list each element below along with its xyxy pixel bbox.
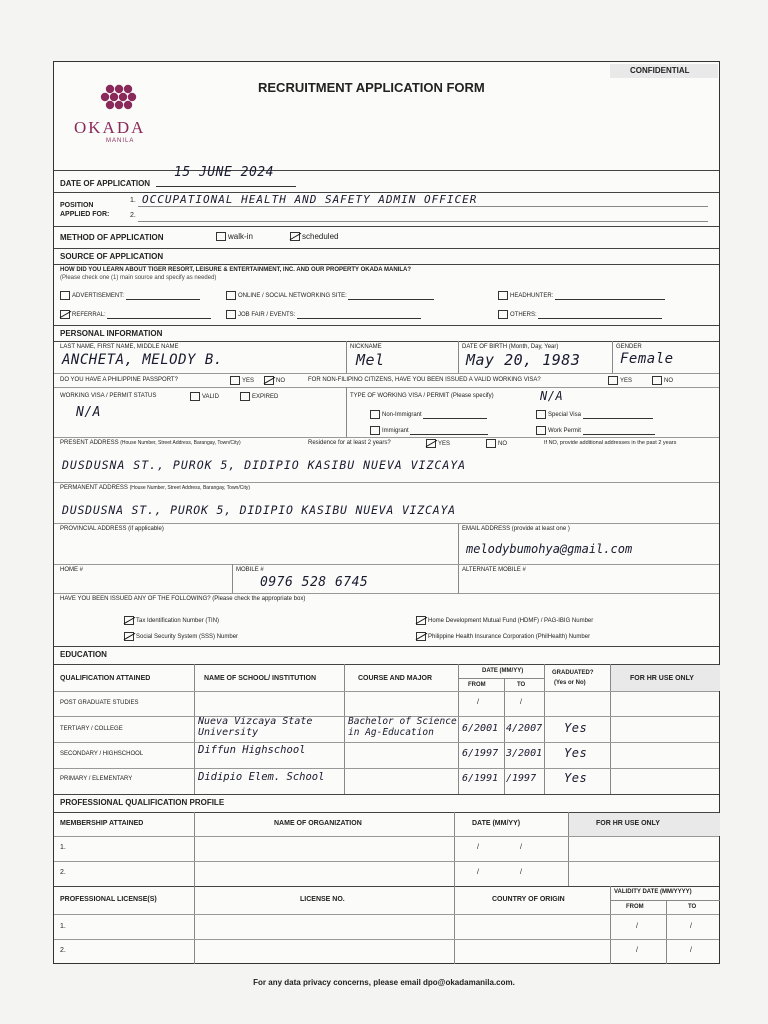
edu-row-college-grad[interactable]: Yes bbox=[564, 721, 588, 735]
membership-row-1-to[interactable]: / bbox=[520, 844, 522, 851]
edu-col-course: COURSE AND MAJOR bbox=[358, 675, 433, 682]
edu-row-postgrad-from[interactable]: / bbox=[477, 699, 479, 706]
okada-flower-logo bbox=[98, 84, 138, 118]
residence-yes[interactable]: YES bbox=[426, 439, 450, 448]
edu-row-secondary-to[interactable]: 3/2001 bbox=[506, 748, 543, 759]
edu-col-date: DATE (MM/YY) bbox=[482, 668, 524, 674]
issued-question: HAVE YOU BEEN ISSUED ANY OF THE FOLLOWING? (Please check the appropriate box) bbox=[60, 596, 306, 602]
visa-work-permit[interactable]: Work Permit bbox=[536, 426, 655, 435]
edu-row-college-to[interactable]: 4/2007 bbox=[506, 723, 543, 734]
source-headhunter[interactable]: HEADHUNTER: bbox=[498, 291, 665, 300]
visa-non-immigrant[interactable]: Non-Immigrant bbox=[370, 410, 487, 419]
prof-col-from: FROM bbox=[626, 904, 644, 910]
position-value-1[interactable]: OCCUPATIONAL HEALTH AND SAFETY ADMIN OFFICER bbox=[142, 193, 478, 206]
position-n2: 2. bbox=[130, 212, 136, 219]
present-address-label: PRESENT ADDRESS (House Number, Street Address, Barangay, Town/City) bbox=[60, 440, 241, 446]
edu-col-hr: FOR HR USE ONLY bbox=[630, 675, 694, 682]
source-note: (Please check one (1) main source and specify as needed) bbox=[60, 275, 217, 281]
edu-row-postgrad-level: POST GRADUATE STUDIES bbox=[60, 700, 139, 706]
source-question: HOW DID YOU LEARN ABOUT TIGER RESORT, LEISURE & ENTERTAINMENT, INC. AND OUR PROPERTY OKADA MANILA? bbox=[60, 267, 412, 273]
visa-expired[interactable]: EXPIRED bbox=[240, 392, 278, 401]
scheduled-option[interactable]: scheduled bbox=[290, 232, 338, 241]
position-label: POSITION APPLIED FOR: bbox=[60, 202, 110, 218]
edu-row-secondary-level: SECONDARY / HIGHSCHOOL bbox=[60, 751, 144, 757]
edu-row-secondary-from[interactable]: 6/1997 bbox=[462, 748, 499, 759]
passport-no[interactable]: NO bbox=[264, 376, 285, 385]
edu-row-primary-level: PRIMARY / ELEMENTARY bbox=[60, 776, 133, 782]
visa-type-label: TYPE OF WORKING VISA / PERMIT (Please specify) bbox=[350, 393, 494, 399]
logo-sub: MANILA bbox=[106, 138, 135, 144]
visa-status-value[interactable]: N/A bbox=[76, 405, 101, 420]
prof-col-membership: MEMBERSHIP ATTAINED bbox=[60, 820, 144, 827]
visa-yes[interactable]: YES bbox=[608, 376, 632, 385]
visa-special[interactable]: Special Visa bbox=[536, 410, 653, 419]
license-row-2-from[interactable]: / bbox=[636, 947, 638, 954]
source-online[interactable]: ONLINE / SOCIAL NETWORKING SITE: bbox=[226, 291, 434, 300]
hdmf-option[interactable]: Home Development Mutual Fund (HDMF) / PAG-IBIG Number bbox=[416, 616, 593, 625]
method-label: METHOD OF APPLICATION bbox=[60, 233, 164, 242]
scheduled-checkbox[interactable] bbox=[290, 232, 300, 241]
date-of-application-label: DATE OF APPLICATION bbox=[60, 179, 151, 188]
privacy-footer: For any data privacy concerns, please email dpo@okadamanila.com. bbox=[253, 978, 515, 987]
edu-row-primary-to[interactable]: /1997 bbox=[506, 773, 537, 784]
mobile-value[interactable]: 0976 528 6745 bbox=[260, 575, 369, 590]
prof-col-org: NAME OF ORGANIZATION bbox=[274, 820, 362, 827]
source-jobfair[interactable]: JOB FAIR / EVENTS: bbox=[226, 310, 421, 319]
license-row-1-to[interactable]: / bbox=[690, 923, 692, 930]
confidential-label: CONFIDENTIAL bbox=[630, 66, 690, 75]
edu-col-school: NAME OF SCHOOL/ INSTITUTION bbox=[204, 675, 316, 682]
residence-no[interactable]: NO bbox=[486, 439, 507, 448]
residence-question: Residence for at least 2 years? bbox=[308, 440, 391, 446]
edu-col-grad2: (Yes or No) bbox=[554, 680, 586, 686]
edu-col-from: FROM bbox=[468, 682, 486, 688]
membership-row-2-to[interactable]: / bbox=[520, 869, 522, 876]
passport-question: DO YOU HAVE A PHILIPPINE PASSPORT? bbox=[60, 377, 178, 383]
permanent-address-label: PERMANENT ADDRESS (House Number, Street Address, Barangay, Town/City) bbox=[60, 485, 251, 491]
form-title: RECRUITMENT APPLICATION FORM bbox=[258, 80, 485, 95]
if-no-note: If NO, provide additional addresses in the past 2 years bbox=[544, 440, 677, 446]
edu-row-college-from[interactable]: 6/2001 bbox=[462, 723, 499, 734]
application-form bbox=[53, 61, 720, 964]
membership-row-1-from[interactable]: / bbox=[477, 844, 479, 851]
membership-row-2-num: 2. bbox=[60, 869, 66, 876]
edu-row-postgrad-to[interactable]: / bbox=[520, 699, 522, 706]
source-referral[interactable]: REFERRAL: bbox=[60, 310, 211, 319]
source-advertisement[interactable]: ADVERTISEMENT: bbox=[60, 291, 200, 300]
mobile-label: MOBILE # bbox=[236, 567, 264, 573]
visa-status-label: WORKING VISA / PERMIT STATUS bbox=[60, 393, 157, 399]
gender-value[interactable]: Female bbox=[620, 351, 674, 367]
membership-row-2-from[interactable]: / bbox=[477, 869, 479, 876]
edu-row-college-school[interactable]: Nueva Vizcaya State University bbox=[198, 716, 313, 738]
source-header: SOURCE OF APPLICATION bbox=[60, 252, 164, 261]
edu-row-primary-school[interactable]: Didipio Elem. School bbox=[198, 771, 325, 783]
sss-option[interactable]: Social Security System (SSS) Number bbox=[124, 632, 238, 641]
visa-immigrant[interactable]: Immigrant bbox=[370, 426, 488, 435]
logo-brand: OKADA bbox=[74, 118, 146, 137]
alt-mobile-label: ALTERNATE MOBILE # bbox=[462, 567, 526, 573]
philhealth-option[interactable]: Philippine Health Insurance Corporation (PhilHealth) Number bbox=[416, 632, 590, 641]
prof-col-date: DATE (MM/YY) bbox=[472, 820, 521, 827]
walkin-option[interactable]: walk-in bbox=[216, 232, 253, 241]
edu-row-secondary-grad[interactable]: Yes bbox=[564, 746, 588, 760]
email-value[interactable]: melodybumohya@gmail.com bbox=[466, 542, 633, 556]
visa-valid[interactable]: VALID bbox=[190, 392, 219, 401]
edu-row-primary-grad[interactable]: Yes bbox=[564, 771, 588, 785]
visa-type-value[interactable]: N/A bbox=[540, 389, 564, 403]
edu-row-primary-from[interactable]: 6/1991 bbox=[462, 773, 499, 784]
edu-col-qual: QUALIFICATION ATTAINED bbox=[60, 675, 151, 682]
position-line1 bbox=[138, 206, 708, 207]
position-line2 bbox=[138, 221, 708, 222]
visa-no[interactable]: NO bbox=[652, 376, 673, 385]
visa-question: FOR NON-FILIPINO CITIZENS, HAVE YOU BEEN ISSUED A VALID WORKING VISA? bbox=[308, 377, 541, 383]
edu-col-to: TO bbox=[517, 682, 526, 688]
license-row-2-to[interactable]: / bbox=[690, 947, 692, 954]
nickname-label: NICKNAME bbox=[350, 344, 382, 350]
edu-row-secondary-school[interactable]: Diffun Highschool bbox=[198, 744, 306, 756]
personal-header: PERSONAL INFORMATION bbox=[60, 329, 163, 338]
edu-row-college-course[interactable]: Bachelor of Science in Ag-Education bbox=[348, 716, 457, 738]
tin-option[interactable]: Tax Identification Number (TIN) bbox=[124, 616, 219, 625]
present-address-value[interactable]: DUSDUSNA ST., PUROK 5, DIDIPIO KASIBU NUEVA VIZCAYA bbox=[62, 458, 467, 472]
prof-col-validity: VALIDITY DATE (MM/YYYY) bbox=[614, 889, 692, 895]
license-row-2-num: 2. bbox=[60, 947, 66, 954]
position-n1: 1. bbox=[130, 197, 136, 204]
edu-row-college-level: TERTIARY / COLLEGE bbox=[60, 726, 123, 732]
email-label: EMAIL ADDRESS (provide at least one ) bbox=[462, 526, 570, 532]
membership-row-1-num: 1. bbox=[60, 844, 66, 851]
edu-col-grad: GRADUATED? bbox=[552, 670, 594, 676]
professional-header: PROFESSIONAL QUALIFICATION PROFILE bbox=[60, 798, 225, 807]
name-value[interactable]: ANCHETA, MELODY B. bbox=[62, 352, 223, 368]
walkin-checkbox[interactable] bbox=[216, 232, 226, 241]
dob-value[interactable]: May 20, 1983 bbox=[466, 351, 581, 369]
prof-col-country: COUNTRY OF ORIGIN bbox=[492, 896, 565, 903]
prof-col-licno: LICENSE NO. bbox=[300, 896, 345, 903]
gender-label: GENDER bbox=[616, 344, 642, 350]
date-of-application-value[interactable]: 15 JUNE 2024 bbox=[174, 165, 274, 180]
permanent-address-value[interactable]: DUSDUSNA ST., PUROK 5, DIDIPIO KASIBU NUEVA VIZCAYA bbox=[62, 503, 456, 517]
provincial-address-label: PROVINCIAL ADDRESS (if applicable) bbox=[60, 526, 164, 532]
prof-col-to: TO bbox=[688, 904, 697, 910]
prof-col-hr: FOR HR USE ONLY bbox=[596, 820, 660, 827]
home-label: HOME # bbox=[60, 567, 84, 573]
nickname-value[interactable]: Mel bbox=[356, 351, 385, 369]
license-row-1-from[interactable]: / bbox=[636, 923, 638, 930]
dob-label: DATE OF BIRTH (Month, Day, Year) bbox=[462, 344, 559, 350]
prof-col-license: PROFESSIONAL LICENSE(S) bbox=[60, 896, 157, 903]
license-row-1-num: 1. bbox=[60, 923, 66, 930]
source-others[interactable]: OTHERS: bbox=[498, 310, 662, 319]
passport-yes[interactable]: YES bbox=[230, 376, 254, 385]
name-label: LAST NAME, FIRST NAME, MIDDLE NAME bbox=[60, 344, 179, 350]
education-header: EDUCATION bbox=[60, 650, 107, 659]
